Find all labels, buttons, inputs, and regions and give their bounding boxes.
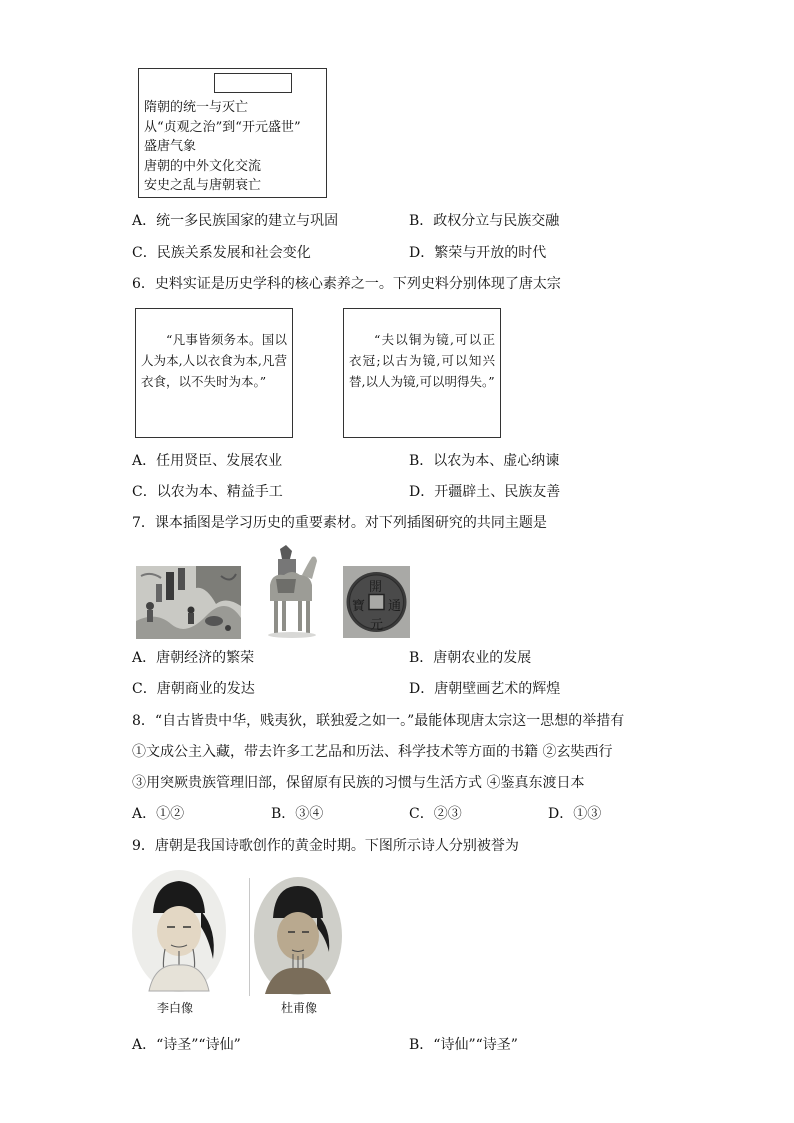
q6-option-b[interactable]: B．以农为本、虚心纳谏	[409, 453, 560, 469]
q5-option-c[interactable]: C．民族关系发展和社会变化	[132, 245, 311, 261]
q8-option-b[interactable]: B．③④	[271, 806, 324, 822]
du-fu-caption: 杜甫像	[281, 1001, 318, 1015]
q6-quote-box-2	[343, 308, 501, 438]
q8-statement-line-1: ①文成公主入藏，带去许多工艺品和历法、科学技术等方面的书籍 ②玄奘西行	[132, 744, 613, 760]
q9-stem: 9．唐朝是我国诗歌创作的黄金时期。下图所示诗人分别被誉为	[132, 838, 519, 854]
coin-char-right: 通	[388, 599, 402, 614]
q5-outline-item: 唐朝的中外文化交流	[144, 158, 262, 174]
camel-figurine-image	[262, 545, 320, 639]
q8-stem: 8．“自古皆贵中华，贱夷狄，联独爱之如一。”最能体现唐太宗这一思想的举措有	[132, 713, 625, 729]
q8-option-d[interactable]: D．①③	[548, 806, 602, 822]
q5-option-a[interactable]: A．统一多民族国家的建立与巩固	[132, 213, 339, 229]
q7-option-c[interactable]: C．唐朝商业的发达	[132, 681, 255, 697]
q5-outline-item: 安史之乱与唐朝衰亡	[144, 178, 262, 193]
q5-outline-list	[144, 98, 301, 196]
q6-option-a[interactable]: A．任用贤臣、发展农业	[132, 453, 283, 469]
q5-option-d[interactable]: D．繁荣与开放的时代	[409, 245, 547, 261]
q6-quote-2: “夫以铜为镜,可以正衣冠;以古为镜,可以知兴替,以人为镜,可以明得失。”	[349, 332, 495, 389]
q8-option-c[interactable]: C．②③	[409, 806, 462, 822]
q6-quote-box-1	[135, 308, 293, 438]
q7-option-b[interactable]: B．唐朝农业的发展	[409, 650, 532, 666]
mural-image	[136, 566, 241, 639]
q8-statement-line-2: ③用突厥贵族管理旧部，保留原有民族的习惯与生活方式 ④鉴真东渡日本	[132, 775, 585, 791]
coin-char-top: 開	[369, 580, 383, 595]
q7-option-d[interactable]: D．唐朝壁画艺术的辉煌	[409, 681, 561, 697]
q5-blank-title	[214, 73, 292, 93]
q6-quote-1: “凡事皆须务本。国以人为本,人以衣食为本,凡营衣食，以不失时为本。”	[141, 332, 287, 389]
coin-char-left: 寶	[352, 599, 366, 614]
portrait-divider	[249, 878, 250, 996]
q5-outline-item: 从“贞观之治”到“开元盛世”	[144, 119, 301, 135]
kaiyuan-coin-image	[343, 566, 410, 638]
q9-option-b[interactable]: B．“诗仙”“诗圣”	[409, 1037, 518, 1053]
q8-option-a[interactable]: A．①②	[132, 806, 185, 822]
li-bai-caption: 李白像	[157, 1001, 194, 1015]
coin-char-bottom: 元	[370, 618, 384, 633]
q7-stem: 7．课本插图是学习历史的重要素材。对下列插图研究的共同主题是	[132, 515, 547, 531]
q6-option-c[interactable]: C．以农为本、精益手工	[132, 484, 283, 500]
q5-option-b[interactable]: B．政权分立与民族交融	[409, 213, 560, 229]
q6-stem: 6．史料实证是历史学科的核心素养之一。下列史料分别体现了唐太宗	[132, 276, 561, 292]
q5-outline-box	[138, 68, 327, 198]
q7-option-a[interactable]: A．唐朝经济的繁荣	[132, 650, 255, 666]
li-bai-portrait	[131, 869, 227, 994]
du-fu-portrait	[253, 876, 343, 996]
q9-option-a[interactable]: A．“诗圣”“诗仙”	[132, 1037, 241, 1053]
q5-outline-item: 盛唐气象	[144, 139, 197, 154]
q6-option-d[interactable]: D．开疆辟土、民族友善	[409, 484, 561, 500]
q5-outline-item: 隋朝的统一与灭亡	[144, 100, 249, 115]
